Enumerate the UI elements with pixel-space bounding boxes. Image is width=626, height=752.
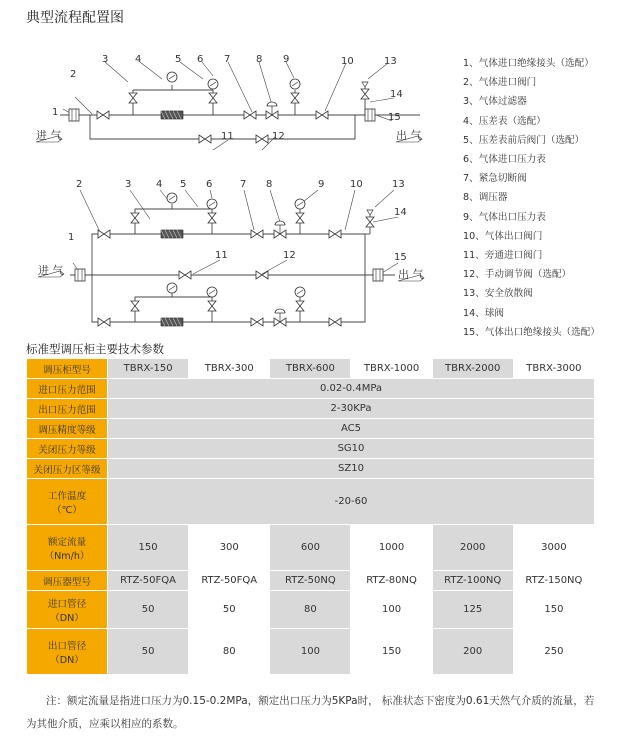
legend-item: 11、旁通进口阀门 [463,250,543,262]
num-label: 8 [256,54,263,65]
gas-filter-icon [161,230,183,238]
row-header-line: 额定流量 [47,536,87,548]
table-cell: 50 [108,629,189,675]
legend-item: 3、气体过滤器 [463,96,527,108]
table-cell: 80 [270,591,351,629]
legend-item: 9、气体出口压力表 [463,211,546,223]
pressure-diff-valve-icon [131,213,139,223]
table-cell: 300 [189,525,270,571]
inlet-pressure-gauge-icon [208,79,218,89]
diff-pressure-gauge-icon [167,283,177,293]
row-header-line: （Nm/h） [44,550,90,562]
row-header: 调压器型号 [27,571,108,591]
table-row [27,379,595,399]
outlet-valve-icon [316,111,328,119]
legend-item: 6、气体进口压力表 [463,154,546,166]
row-header: 调压柜型号 [27,359,108,379]
legend-item: 15、气体出口绝缘接头（选配） [463,326,600,338]
table-cell: 125 [432,591,513,629]
table-cell: 100 [351,591,432,629]
table-cell: RTZ-100NQ [432,571,513,591]
row-header-line: （DN） [50,612,84,624]
num-label: 9 [318,179,325,190]
pressure-diff-valve-icon [208,213,216,223]
num-label: 10 [341,56,354,67]
table-cell: 80 [189,629,270,675]
outlet-valve-icon [329,318,341,326]
outlet-valve-icon [329,230,341,238]
legend-item: 5、压差表前后阀门（选配） [463,134,585,146]
row-header: 关闭压力区等级 [27,459,108,479]
num-label: 1 [52,107,59,118]
inlet-valve-icon [97,111,109,119]
table-title: 标准型调压柜主要技术参数 [26,342,164,356]
gas-filter-icon [161,111,183,119]
safety-relief-valve-icon [366,210,374,227]
legend-item: 2、气体进口阀门 [463,77,537,89]
bottom-labels [38,179,424,281]
legend-item: 1、气体进口绝缘接头（选配） [463,58,594,69]
num-label: 15 [394,252,407,263]
num-label: 10 [350,179,363,190]
table-cell: 2000 [432,525,513,571]
table-row [27,479,595,525]
table-row [27,591,595,629]
inlet-pressure-gauge-icon [207,287,217,297]
outlet-label: 出 气 [398,268,424,281]
row-header: 进口压力范围 [27,379,108,399]
table-cell: 1000 [351,525,432,571]
legend-item: 14、球阀 [463,307,504,319]
table-cell: 3000 [513,525,594,571]
table-row [27,439,595,459]
table-cell: RTZ-50FQA [108,571,189,591]
spec-table [26,358,595,675]
num-label: 6 [197,54,204,65]
num-label: 6 [206,179,213,190]
table-cell: 150 [108,525,189,571]
num-label: 2 [76,179,83,190]
table-cell: RTZ-50NQ [270,571,351,591]
table-row [27,459,595,479]
table-cell: 600 [270,525,351,571]
manual-regulating-valve-icon [256,135,268,143]
table-cell: 0.02-0.4MPa [108,379,595,399]
table-cell: TBRX-1000 [351,359,432,379]
table-cell: TBRX-600 [270,359,351,379]
row-header-line: （DN） [50,654,84,666]
table-row [27,399,595,419]
manual-regulating-valve-icon [256,271,268,279]
num-label: 13 [392,179,405,190]
legend-item: 10、气体出口阀门 [463,230,543,242]
num-label: 8 [266,179,273,190]
row-header [27,479,108,525]
num-label: 2 [70,69,77,80]
bottom-components [75,193,383,326]
emergency-shutoff-valve-icon [251,230,263,238]
row-header [27,629,108,675]
outlet-pressure-gauge-icon [290,79,300,89]
table-cell: SG10 [108,439,595,459]
table-cell: 250 [513,629,594,675]
table-cell: RTZ-80NQ [351,571,432,591]
top-diagram [60,62,420,150]
num-label: 7 [224,54,231,65]
outlet-gauge-valve-icon [296,213,304,223]
pressure-diff-valve-icon [209,93,217,103]
component-legend [463,54,600,342]
row-header: 调压精度等级 [27,419,108,439]
table-cell: TBRX-3000 [513,359,594,379]
table-cell: RTZ-150NQ [513,571,594,591]
row-header: 关闭压力等级 [27,439,108,459]
table-cell: -20-60 [108,479,595,525]
outlet-insulation-joint-icon [365,109,375,121]
num-label: 7 [240,179,247,190]
num-label: 3 [102,54,109,65]
pressure-regulator-icon [266,102,278,119]
footnote: 注：额定流量是指进口压力为0.15-0.2MPa，额定出口压力为5KPa时， 标准状态下密度为0.61天然气介质的流量，若为其他介质，应乘以相应的系数。 [26,695,595,730]
inlet-label: 进 气 [36,129,62,142]
row-header [27,525,108,571]
num-label: 4 [135,54,142,65]
table-cell: 100 [270,629,351,675]
bypass-valve-icon [199,135,211,143]
table-cell: TBRX-300 [189,359,270,379]
table-cell: 50 [108,591,189,629]
table-cell: 2-30KPa [108,399,595,419]
num-label: 15 [388,112,401,123]
outlet-gauge-valve-icon [291,93,299,103]
table-cell: 150 [351,629,432,675]
num-label: 9 [283,54,290,65]
outlet-insulation-joint-icon [373,269,383,281]
emergency-shutoff-valve-icon [244,111,256,119]
bypass-valve-icon [179,271,191,279]
pressure-regulator-icon [274,309,286,326]
diff-pressure-gauge-icon [167,72,177,82]
inlet-valve-icon [98,230,110,238]
outlet-pressure-gauge-icon [295,287,305,297]
table-row [27,571,595,591]
table-row [27,359,595,379]
inlet-label: 进 气 [38,264,64,277]
pressure-diff-valve-icon [129,93,137,103]
table-cell: 150 [513,591,594,629]
bottom-diagram [70,190,398,322]
table-cell: 50 [189,591,270,629]
num-label: 12 [283,250,296,261]
row-header [27,591,108,629]
legend-item: 12、手动调节阀（选配） [463,269,572,281]
table-row [27,629,595,675]
legend-item: 8、调压器 [463,192,508,204]
diff-pressure-gauge-icon [167,193,177,203]
table-cell: RTZ-50FQA [189,571,270,591]
page-title: 典型流程配置图 [26,10,124,26]
table-cell: 200 [432,629,513,675]
num-label: 1 [68,232,75,243]
row-header-line: 进口管径 [47,598,87,610]
safety-relief-valve-icon [361,82,369,99]
num-label: 4 [156,179,163,190]
inlet-pressure-gauge-icon [207,199,217,209]
row-header-line: 出口管径 [47,640,87,652]
num-label: 3 [125,179,132,190]
row-header: 出口压力范围 [27,399,108,419]
legend-item: 4、压差表（选配） [463,115,546,127]
table-cell: TBRX-2000 [432,359,513,379]
pressure-diff-valve-icon [131,301,139,311]
table-cell: TBRX-150 [108,359,189,379]
num-label: 5 [180,179,187,190]
table-cell: SZ10 [108,459,595,479]
pressure-diff-valve-icon [208,301,216,311]
row-header-line: （℃） [52,504,82,516]
inlet-valve-icon [98,318,110,326]
num-label: 14 [390,89,403,100]
table-row [27,525,595,571]
pressure-regulator-icon [274,221,286,238]
row-header-line: 工作温度 [47,490,87,502]
legend-item: 7、紧急切断阀 [463,173,527,185]
emergency-shutoff-valve-icon [251,318,263,326]
num-label: 11 [215,250,228,261]
gas-filter-icon [161,318,183,326]
outlet-gauge-valve-icon [296,301,304,311]
table-row [27,419,595,439]
num-label: 11 [221,131,234,142]
num-label: 12 [272,131,285,142]
num-label: 14 [394,207,407,218]
table-cell: AC5 [108,419,595,439]
inlet-insulation-joint-icon [69,109,79,121]
outlet-label: 出 气 [396,129,422,142]
legend-item: 13、安全放散阀 [463,288,533,300]
num-label: 13 [384,56,397,67]
inlet-insulation-joint-icon [75,269,85,281]
num-label: 5 [175,54,182,65]
outlet-pressure-gauge-icon [295,199,305,209]
